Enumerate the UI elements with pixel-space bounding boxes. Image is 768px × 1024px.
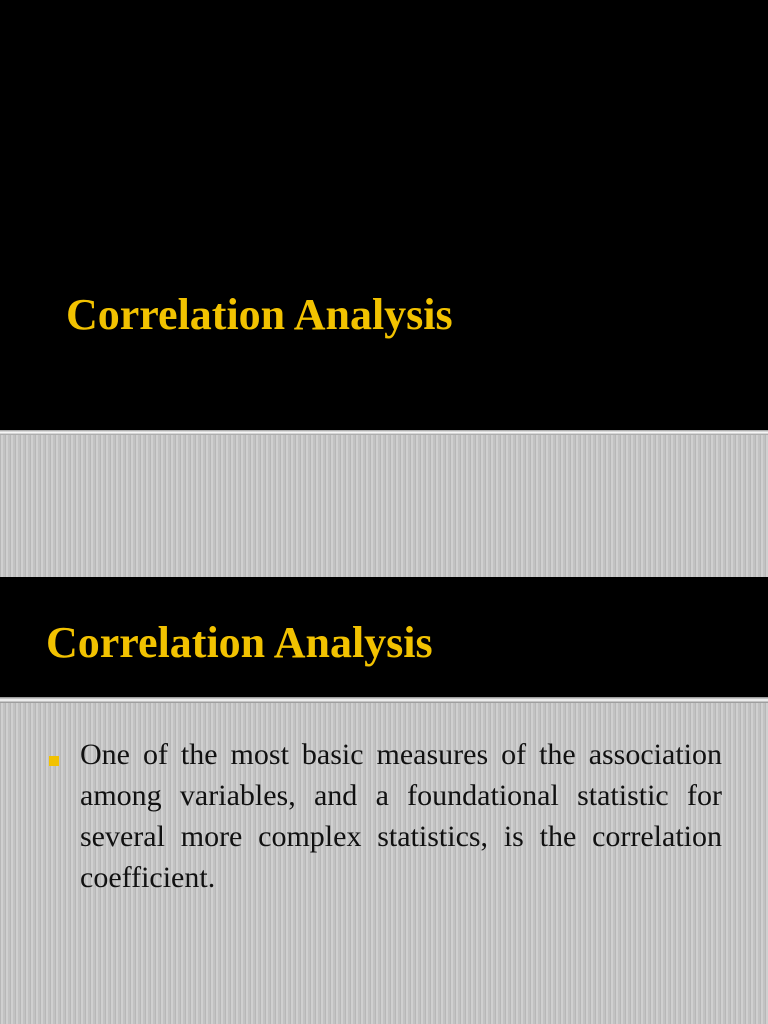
bullet-square-icon [49,756,59,766]
slide-2-title: Correlation Analysis [46,618,433,667]
bullet-text: One of the most basic measures of the association among variables, and a foundational statistic for several more complex statistics, is the correlation coefficient. [80,738,722,894]
slide-1-title: Correlation Analysis [66,290,453,339]
slide-1-title-band [0,0,768,430]
slide-1-content-panel [0,435,768,577]
